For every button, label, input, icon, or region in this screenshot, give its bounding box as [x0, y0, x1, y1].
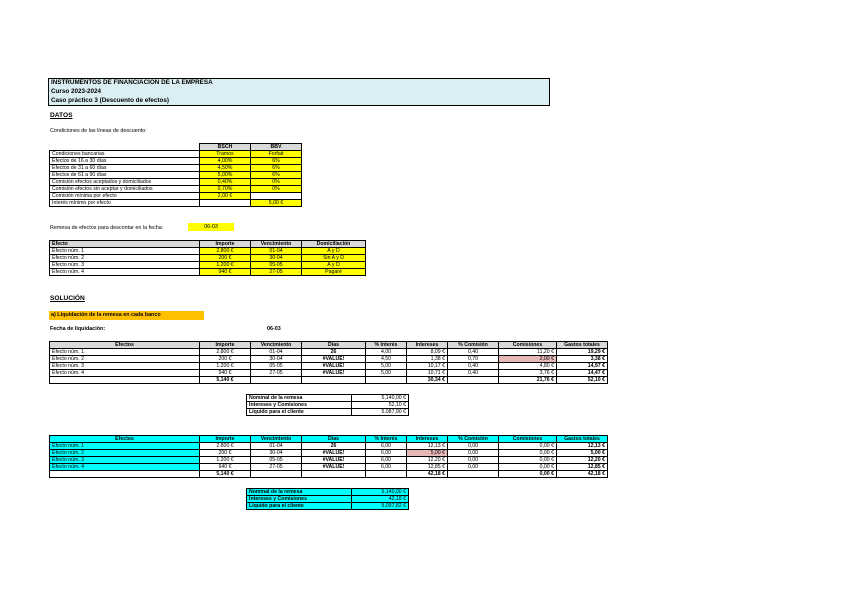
summary-bbv: [246, 488, 409, 510]
liq-row: [50, 450, 608, 457]
summary-label: Nominal de la remesa: [247, 489, 352, 496]
cell: 27-05: [251, 464, 302, 471]
condition-bsch: Tramos: [200, 151, 251, 158]
condition-label: Comisión efectos aceptados y domiciliados: [50, 179, 200, 186]
bank-header-bsch: BSCH: [200, 144, 251, 151]
cell: 12,20 €: [557, 457, 608, 464]
cell: 12,20 €: [407, 457, 448, 464]
col-header: Días: [302, 436, 366, 443]
fecha-label: Fecha de liquidación:: [50, 326, 106, 332]
efecto-row: [50, 255, 366, 262]
cell: 1.200 €: [200, 457, 251, 464]
conditions-table: [49, 143, 302, 207]
cell: #VALUE!: [302, 363, 366, 370]
cell: 05-05: [251, 363, 302, 370]
summary-row: [247, 503, 409, 510]
cell: 0,40: [448, 370, 499, 377]
cell: 2,00 €: [499, 356, 557, 363]
col-header: Días: [302, 342, 366, 349]
solucion-title: SOLUCIÓN: [50, 295, 85, 302]
condition-row: [50, 186, 302, 193]
condition-bsch: 4,50%: [200, 165, 251, 172]
conditions-header-row: [50, 144, 302, 151]
header-course: Curso 2023-2024: [51, 87, 102, 95]
efectos-header-row: [50, 241, 366, 248]
cell: 5,00: [366, 370, 407, 377]
summary-bsch: [246, 394, 409, 416]
cell: 0,40: [448, 349, 499, 356]
cell: 30-04: [251, 450, 302, 457]
remesa-date: 06-03: [188, 223, 234, 231]
total-gastos: 52,10 €: [557, 377, 608, 384]
condition-row: [50, 193, 302, 200]
condition-row: [50, 172, 302, 179]
condition-label: Comisión efectos sin aceptar y domiciliados: [50, 186, 200, 193]
cell: 0,00: [448, 443, 499, 450]
col-header: Gastos totales: [557, 436, 608, 443]
cell: 12,13 €: [407, 443, 448, 450]
cell: Efecto núm. 1: [50, 349, 200, 356]
cell: 2.800 €: [200, 349, 251, 356]
cell: 0,00: [448, 450, 499, 457]
summary-value: 5,087,90 €: [352, 409, 409, 416]
col-header: % Comisión: [448, 342, 499, 349]
total-importe: 5,140 €: [200, 377, 251, 384]
cell: 1.200 €: [200, 363, 251, 370]
efecto-domiciliacion: Pagaré: [302, 269, 366, 276]
efecto-vencimiento: 30-04: [251, 255, 302, 262]
total-intereses: 42,18 €: [407, 471, 448, 478]
condition-bsch: 0,70%: [200, 186, 251, 193]
efecto-importe: 940 €: [200, 269, 251, 276]
summary-label: Intereses y Comisiones: [247, 496, 352, 503]
summary-label: Intereses y Comisiones: [247, 402, 352, 409]
cell: 6,00: [366, 464, 407, 471]
efecto-name: Efecto núm. 4: [50, 269, 200, 276]
condition-bbv: 5,00 €: [251, 200, 302, 207]
cell: 30-04: [251, 356, 302, 363]
liquidacion-table-bbv: [49, 435, 608, 478]
cell: Efecto núm. 4: [50, 464, 200, 471]
cell: 4,50: [366, 356, 407, 363]
condition-bsch: 2,00 €: [200, 193, 251, 200]
condition-label: Efectos de 16 a 30 días: [50, 158, 200, 165]
liq-row: [50, 464, 608, 471]
cell: 940 €: [200, 464, 251, 471]
summary-label: Líquido para el cliente: [247, 409, 352, 416]
cell: 5,00: [366, 363, 407, 370]
total-intereses: 30,34 €: [407, 377, 448, 384]
total-comisiones: 21,76 €: [499, 377, 557, 384]
efecto-vencimiento: 01-04: [251, 248, 302, 255]
col-header: Efectos: [50, 342, 200, 349]
summary-value: 5,140,00 €: [352, 489, 409, 496]
cell: 26: [302, 443, 366, 450]
cell: #VALUE!: [302, 457, 366, 464]
summary-row: [247, 496, 409, 503]
condition-row: [50, 179, 302, 186]
cell: 0,00: [448, 457, 499, 464]
cell: 12,13 €: [557, 443, 608, 450]
summary-row: [247, 395, 409, 402]
liq-row: [50, 356, 608, 363]
cell: 19,29 €: [557, 349, 608, 356]
summary-label: Nominal de la remesa: [247, 395, 352, 402]
cell: 01-04: [251, 349, 302, 356]
summary-row: [247, 402, 409, 409]
condition-row: [50, 158, 302, 165]
liq-row: [50, 370, 608, 377]
summary-value: 42,18 €: [352, 496, 409, 503]
summary-value: 5,140,00 €: [352, 395, 409, 402]
condition-bsch: 0,40%: [200, 179, 251, 186]
efecto-name: Efecto núm. 1: [50, 248, 200, 255]
cell: 10,71 €: [407, 370, 448, 377]
col-header: Intereses: [407, 342, 448, 349]
col-header: Gastos totales: [557, 342, 608, 349]
efecto-importe: 2.800 €: [200, 248, 251, 255]
condition-bbv: [251, 193, 302, 200]
total-importe: 5,140 €: [200, 471, 251, 478]
efecto-importe: 1.200 €: [200, 262, 251, 269]
col-header: Importe: [200, 436, 251, 443]
efecto-row: [50, 269, 366, 276]
condition-label: Interés mínimo por efecto: [50, 200, 200, 207]
efecto-importe: 200 €: [200, 255, 251, 262]
cell: #VALUE!: [302, 464, 366, 471]
cell: 8,09 €: [407, 349, 448, 356]
condition-bsch: 4,00%: [200, 158, 251, 165]
efectos-header: Vencimiento: [251, 241, 302, 248]
summary-value: 52,10 €: [352, 402, 409, 409]
cell: 4,80 €: [499, 363, 557, 370]
cell: 01-04: [251, 443, 302, 450]
cell: 200 €: [200, 450, 251, 457]
col-header: Comisiones: [499, 436, 557, 443]
liquidacion-table-bsch: [49, 341, 608, 384]
liq-row: [50, 443, 608, 450]
cell: 0,00 €: [499, 443, 557, 450]
efecto-name: Efecto núm. 3: [50, 262, 200, 269]
cell: 5,00 €: [407, 450, 448, 457]
liq-totals-row: [50, 377, 608, 384]
datos-subtitle: Condiciones de las líneas de descuento:: [50, 128, 147, 134]
condition-row: [50, 151, 302, 158]
condition-bbv: 6%: [251, 172, 302, 179]
condition-label: Efectos de 31 a 60 días: [50, 165, 200, 172]
condition-row: [50, 165, 302, 172]
cell: 0,00 €: [499, 457, 557, 464]
col-header: Importe: [200, 342, 251, 349]
liq-totals-row: [50, 471, 608, 478]
fecha-value: 06-03: [267, 326, 281, 332]
condition-label: Condiciones bancarias: [50, 151, 200, 158]
condition-bbv: 0%: [251, 186, 302, 193]
document-header: [48, 78, 550, 106]
cell: Efecto núm. 4: [50, 370, 200, 377]
cell: 14,97 €: [557, 363, 608, 370]
cell: Efecto núm. 3: [50, 363, 200, 370]
cell: 11,20 €: [499, 349, 557, 356]
cell: 1,38 €: [407, 356, 448, 363]
cell: #VALUE!: [302, 356, 366, 363]
summary-row: [247, 409, 409, 416]
condition-bbv: 6%: [251, 158, 302, 165]
col-header: Vencimiento: [251, 342, 302, 349]
cell: 0,00: [448, 464, 499, 471]
datos-title: DATOS: [50, 112, 73, 119]
cell: 05-05: [251, 457, 302, 464]
condition-bbv: 6%: [251, 165, 302, 172]
liq-row: [50, 363, 608, 370]
cell: 12,85 €: [407, 464, 448, 471]
col-header: Comisiones: [499, 342, 557, 349]
cell: 27-05: [251, 370, 302, 377]
condition-bbv: 0%: [251, 179, 302, 186]
condition-row: [50, 200, 302, 207]
remesa-label: Remesa de efectos para descontar en la fecha:: [50, 225, 164, 231]
header-case: Caso práctico 3 (Descuento de efectos): [51, 96, 169, 104]
efecto-name: Efecto núm. 2: [50, 255, 200, 262]
efectos-header: Importe: [200, 241, 251, 248]
cell: 0,40: [448, 363, 499, 370]
col-header: % Interés: [366, 436, 407, 443]
cell: 26: [302, 349, 366, 356]
cell: 3,76 €: [499, 370, 557, 377]
summary-value: 5,097,82 €: [352, 503, 409, 510]
efectos-header: Efecto: [50, 241, 200, 248]
col-header: % Comisión: [448, 436, 499, 443]
efecto-row: [50, 248, 366, 255]
col-header: Intereses: [407, 436, 448, 443]
total-comisiones: 0,00 €: [499, 471, 557, 478]
efecto-vencimiento: 05-05: [251, 262, 302, 269]
cell: 12,85 €: [557, 464, 608, 471]
efecto-vencimiento: 27-05: [251, 269, 302, 276]
efecto-domiciliacion: A y D: [302, 262, 366, 269]
col-header: % Interés: [366, 342, 407, 349]
liq-header-row: [50, 436, 608, 443]
efecto-domiciliacion: Sin A y D: [302, 255, 366, 262]
efecto-row: [50, 262, 366, 269]
cell: #VALUE!: [302, 450, 366, 457]
efectos-header: Domiciliación: [302, 241, 366, 248]
cell: 4,00: [366, 349, 407, 356]
cell: 200 €: [200, 356, 251, 363]
condition-bsch: 5,00%: [200, 172, 251, 179]
summary-row: [247, 489, 409, 496]
cell: 6,00: [366, 450, 407, 457]
header-title: INSTRUMENTOS DE FINANCIACIÓN DE LA EMPRESA: [51, 79, 213, 86]
cell: 0,00 €: [499, 450, 557, 457]
condition-bsch: [200, 200, 251, 207]
condition-bbv: Forfait: [251, 151, 302, 158]
cell: 6,00: [366, 457, 407, 464]
condition-label: Comisión mínima por efecto: [50, 193, 200, 200]
cell: Efecto núm. 3: [50, 457, 200, 464]
cell: 10,17 €: [407, 363, 448, 370]
cell: 6,00: [366, 443, 407, 450]
total-gastos: 42,18 €: [557, 471, 608, 478]
cell: 2.800 €: [200, 443, 251, 450]
section-a-label: a) Liquidación de la remesa en cada banco: [49, 311, 204, 320]
liq-row: [50, 457, 608, 464]
col-header: Vencimiento: [251, 436, 302, 443]
liq-row: [50, 349, 608, 356]
cell: 940 €: [200, 370, 251, 377]
cell: 14,47 €: [557, 370, 608, 377]
cell: 0,70: [448, 356, 499, 363]
cell: 3,38 €: [557, 356, 608, 363]
col-header: Efectos: [50, 436, 200, 443]
cell: Efecto núm. 2: [50, 450, 200, 457]
cell: #VALUE!: [302, 370, 366, 377]
liq-header-row: [50, 342, 608, 349]
efectos-table: [49, 240, 366, 276]
cell: Efecto núm. 2: [50, 356, 200, 363]
cell: 0,00 €: [499, 464, 557, 471]
efecto-domiciliacion: A y D: [302, 248, 366, 255]
cell: 5,00 €: [557, 450, 608, 457]
condition-label: Efectos de 61 a 90 días: [50, 172, 200, 179]
bank-header-bbv: BBV: [251, 144, 302, 151]
summary-label: Líquido para el cliente: [247, 503, 352, 510]
cell: Efecto núm. 1: [50, 443, 200, 450]
